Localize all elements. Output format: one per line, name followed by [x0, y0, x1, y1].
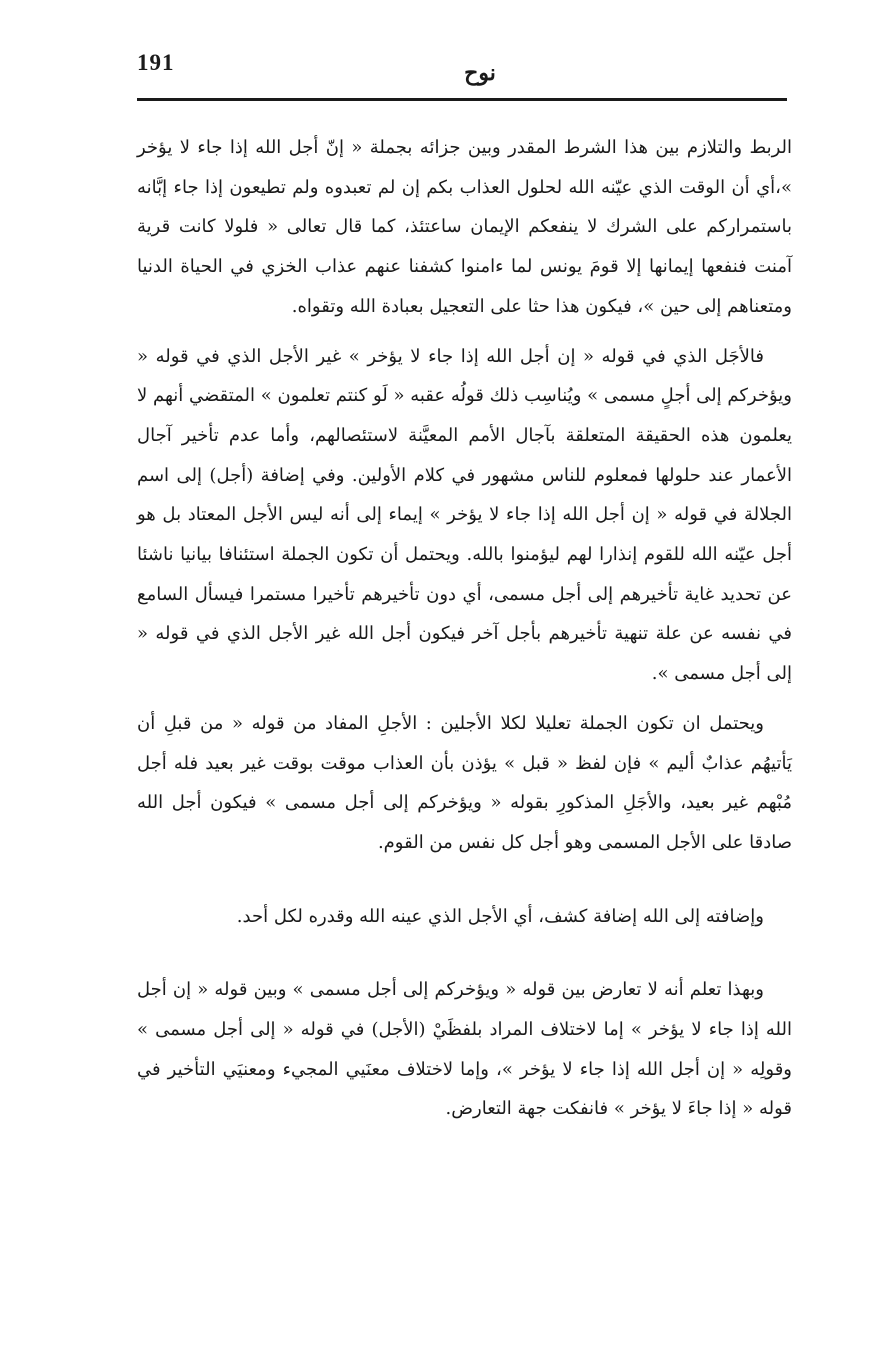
paragraph: وبهذا تعلم أنه لا تعارض بين قوله « ويؤخركم إلى أجل مسمى » وبين قوله « إن أجل الله إذا جاء لا يؤخر » إما لاختلاف المراد بلفظَيْ (الأجل) في قوله « إلى أجل مسمى » وقولِه « إن أجل الله إذا جاء لا يؤخر »، وإما لاختلاف معنَيي المجيء ومعنيَي التأخير في قوله « إذا جاءَ لا يؤخر » فانفكت جهة التعارض.	[137, 979, 792, 1120]
running-title: نوح	[464, 60, 496, 86]
paragraph: وإضافته إلى الله إضافة كشف، أي الأجل الذي عينه الله وقدره لكل أحد.	[236, 905, 764, 927]
header-divider	[137, 98, 787, 101]
body-text	[137, 128, 792, 1129]
paragraph: ويحتمل ان تكون الجملة تعليلا لكلا الأجلين : الأجلِ المفاد من قوله « من قبلِ أن يَأتيهُم عذابٌ أليم » فإن لفظ « قبل » يؤذن بأن العذاب موقت بوقت غير بعيد فله أجل مُبْهم غير بعيد، والأجَلِ المذكورِ بقوله « ويؤخركم إلى أجل مسمى » فيكون أجل الله صادقا على الأجل المسمى وهو أجل كل نفس من القوم.	[137, 712, 792, 853]
page-number: 191	[137, 50, 175, 75]
paragraph: الربط والتلازم بين هذا الشرط المقدر وبين جزائه بجملة « إنّ أجل الله إذا جاء لا يؤخر »،أي أن الوقت الذي عيّنه الله لحلول العذاب بكم إن لم تعبدوه ولم تطيعون إذا جاء إبَّانه باستمراركم على الشرك لا ينفعكم الإيمان ساعتئذ، كما قال تعالى « فلولا كانت قرية آمنت فنفعها إيمانها إلا قومَ يونس لما ءامنوا كشفنا عنهم عذاب الخزي في الحياة الدنيا ومتعناهم إلى حين »، فيكون هذا حثا على التعجيل بعبادة الله وتقواه.	[137, 137, 792, 317]
paragraph: فالأجَل الذي في قوله « إن أجل الله إذا جاء لا يؤخر » غير الأجل الذي في قوله « ويؤخركم إلى أجلٍ مسمى » ويُناسِب ذلك قولُه عقبه « لَو كنتم تعلمون » المتقضي أنهم لا يعلمون هذه الحقيقة المتعلقة بآجال الأمم المعيَّنة لاستئصالهم، وأما عدم تأخير آجال الأعمار عند حلولها فمعلوم للناس مشهور في كلام الأولين. وفي إضافة (أجل) إلى اسم الجلالة في قوله « إن أجل الله إذا جاء لا يؤخر » إيماء إلى أنه ليس الأجل المعتاد بل هو أجل عيّنه الله للقوم إنذارا لهم ليؤمنوا بالله. ويحتمل أن تكون الجملة استئنافا بيانيا ناشئا عن تحديد غاية تأخيرهم إلى أجل مسمى، أي دون تأخيرهم تأخيرا مستمرا فيسأل السامع في نفسه عن علة تنهية تأخيرهم بأجل آخر فيكون أجل الله غير الأجل الذي في قوله « إلى أجل مسمى ».	[137, 345, 792, 685]
